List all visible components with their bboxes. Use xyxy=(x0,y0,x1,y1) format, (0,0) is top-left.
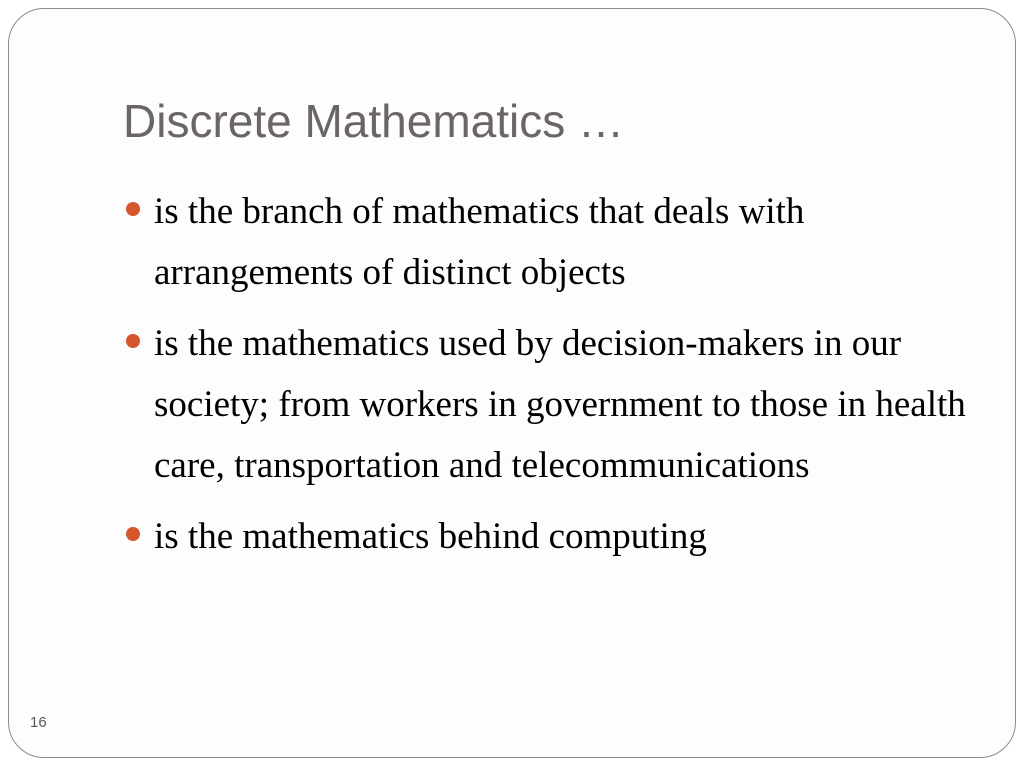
slide-title: Discrete Mathematics … xyxy=(123,95,625,147)
bullet-item xyxy=(123,181,983,303)
bullet-text: is the mathematics behind computing xyxy=(154,516,707,557)
slide xyxy=(8,8,1016,758)
bullet-list xyxy=(123,181,983,577)
bullet-dot-icon xyxy=(126,527,140,541)
bullet-item xyxy=(123,313,983,496)
bullet-item xyxy=(123,506,983,567)
bullet-text: is the mathematics used by decision-makers in our society; from workers in government to those in health care, transportation and telecommunications xyxy=(154,323,966,486)
slide-number: 16 xyxy=(30,714,47,731)
bullet-text: is the branch of mathematics that deals with arrangements of distinct objects xyxy=(154,191,805,293)
bullet-dot-icon xyxy=(126,202,140,216)
bullet-dot-icon xyxy=(126,334,140,348)
